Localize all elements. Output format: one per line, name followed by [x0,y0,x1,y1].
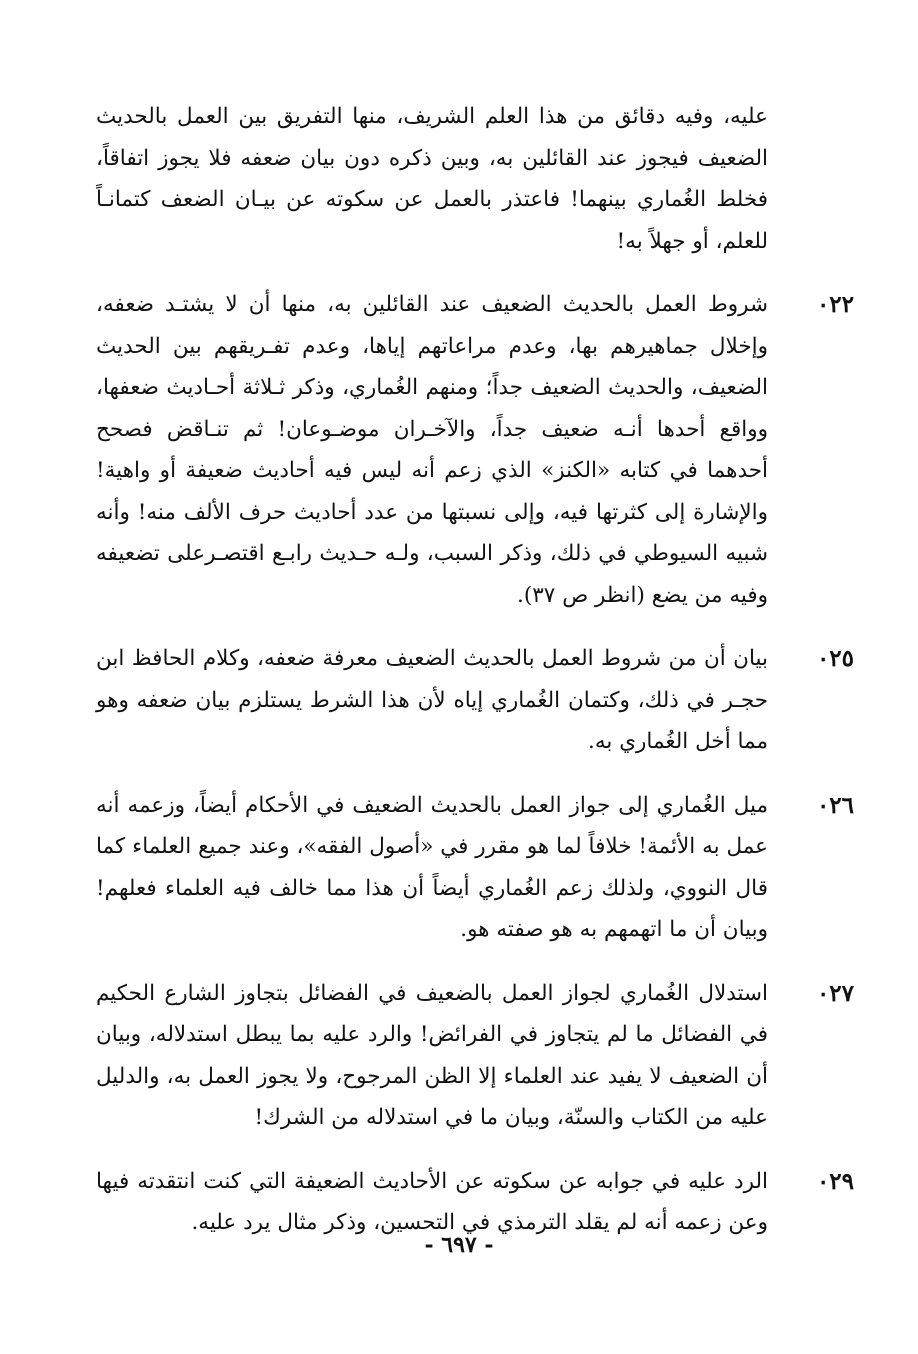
entry-text: شروط العمل بالحديث الضعيف عند القائلين به، منها أن لا يشتـد ضعفه، وإخلال جماهيرهم بها، وعدم مراعاتهم إياها، وعدم تفـريقهم بين الحديث الضعيف، والحديث الضعيف جداً؛ ومنهم الغُماري، وذكر ثـلاثة أحـاديث ضعفها، وواقع أحدها أنـه ضعيف جداً، والآخـران موضـوعان! ثم تنـاقض فصحح أحدهما في كتابه «الكنز» الذي زعم أنه ليس فيه أحاديث ضعيفة أو واهية! والإشارة إلى كثرتها فيه، وإلى نسبتها من عدد أحاديث حرف الألف منه! وأنه شبيه السيوطي في ذلك، وذكر السبب، ولـه حـديث رابـع اقتصـرعلى تضعيفه وفيه من يضع (انظر ص ٣٧). [96,292,768,608]
entry-continuation [96,96,854,262]
page-body [96,96,854,1266]
entry-number: ٠٢٥ [816,645,854,672]
page-number: - ٦٩٧ - [424,1232,494,1258]
entry-number: ٠٢٢ [816,291,854,318]
entry-025 [96,638,854,763]
entry-number: ٠٢٦ [816,791,854,819]
entry-text: استدلال الغُماري لجواز العمل بالضعيف في الفضائل بتجاوز الشارع الحكيم في الفضائل ما لم يتجاوز في الفرائض! والرد عليه بما يبطل استدلاله، وبيان أن الضعيف لا يفيد عند العلماء إلا الظن المرجوح، ولا يجوز العمل به، والدليل عليه من الكتاب والسنّة، وبيان ما في استدلاله من الشرك! [96,980,768,1130]
entry-026 [96,785,854,951]
entry-text: ميل الغُماري إلى جواز العمل بالحديث الضعيف في الأحكام أيضاً، وزعمه أنه عمل به الأئمة! خلافاً لما هو مقرر في «أصول الفقه»، وعند جميع العلماء كما قال النووي، ولذلك زعم الغُماري أيضاً أن هذا مما خالف فيه العلماء فعلهم! وبيان أن ما اتهمهم به هو صفته هو. [96,792,768,942]
entry-text: عليه، وفيه دقائق من هذا العلم الشريف، منها التفريق بين العمل بالحديث الضعيف فيجوز عند القائلين به، وبين ذكره دون بيان ضعفه فلا يجوز اتفاقاً، فخلط الغُماري بينهما! فاعتذر بالعمل عن سكوته عن بيـان الضعف كتمانـاً للعلم، أو جهلاً به! [96,104,768,254]
entry-number: ٠٢٧ [816,979,854,1007]
entry-027 [96,973,854,1139]
entry-text: بيان أن من شروط العمل بالحديث الضعيف معرفة ضعفه، وكلام الحافظ ابن حجـر في ذلك، وكتمان الغُماري إياه لأن هذا الشرط يستلزم بيان ضعفه وهو مما أخل الغُماري به. [96,646,768,754]
entry-text: الرد عليه في جوابه عن سكوته عن الأحاديث الضعيفة التي كنت انتقدته فيها وعن زعمه أنه لم يقلد الترمذي في التحسين، وذكر مثال يرد عليه. [96,1168,768,1235]
entry-number: ٠٢٩ [816,1167,854,1195]
entry-022 [96,284,854,616]
